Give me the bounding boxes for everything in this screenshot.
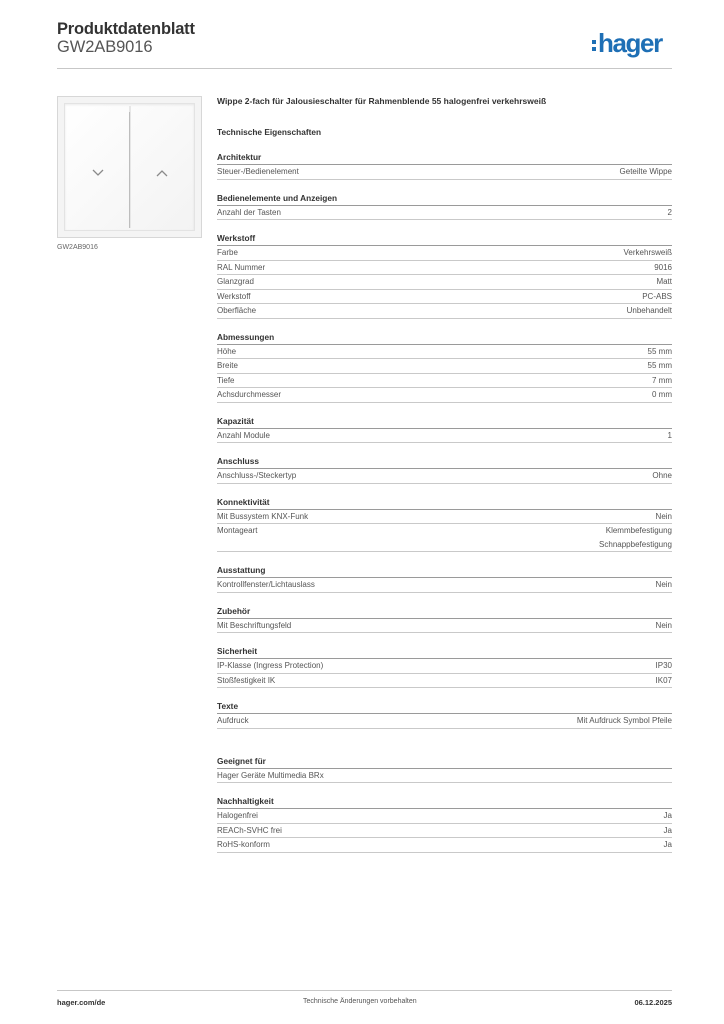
property-value: Matt — [656, 277, 672, 286]
property-row — [217, 510, 672, 525]
property-row — [217, 769, 672, 784]
property-label: Tiefe — [217, 375, 235, 385]
property-label: Oberfläche — [217, 306, 257, 315]
property-label: Montageart — [217, 526, 258, 535]
property-row — [217, 359, 672, 374]
property-value: 7 mm — [652, 375, 672, 385]
section-title: Werkstoff — [217, 233, 672, 246]
technical-properties-heading: Technische Eigenschaften — [217, 127, 322, 137]
property-label: Glanzgrad — [217, 277, 254, 286]
logo-dots-icon — [592, 40, 596, 56]
footer-date: 06.12.2025 — [634, 998, 672, 1007]
property-row — [217, 809, 672, 824]
rocker-switch-illustration — [64, 103, 195, 231]
property-row — [217, 304, 672, 319]
logo-text: hager — [598, 28, 662, 58]
spec-content — [217, 96, 672, 853]
property-row — [217, 165, 672, 180]
footer-website: hager.com/de — [57, 998, 106, 1007]
property-value: Nein — [655, 511, 672, 521]
section-title: Zubehör — [217, 606, 672, 619]
property-label: Kontrollfenster/Lichtauslass — [217, 580, 315, 589]
property-row — [217, 246, 672, 261]
property-value: IK07 — [655, 675, 672, 685]
property-label: Stoßfestigkeit IK — [217, 675, 276, 685]
section-title: Texte — [217, 701, 672, 714]
property-label: REACh-SVHC frei — [217, 825, 282, 835]
property-value: Nein — [655, 620, 672, 630]
property-label: Anzahl Module — [217, 430, 270, 440]
property-value: 55 mm — [647, 346, 672, 356]
rocker-split-line — [129, 112, 130, 228]
section-title: Ausstattung — [217, 565, 672, 578]
property-row — [217, 578, 672, 593]
property-row — [217, 674, 672, 689]
section-title: Sicherheit — [217, 646, 672, 659]
section-title: Kapazität — [217, 416, 672, 429]
property-value: Geteilte Wippe — [619, 167, 672, 176]
property-value: Ja — [663, 811, 672, 820]
property-row — [217, 824, 672, 839]
header-divider — [57, 68, 672, 69]
document-title: Produktdatenblatt — [57, 20, 195, 38]
property-row — [217, 388, 672, 403]
section-title: Anschluss — [217, 456, 672, 469]
property-row — [217, 714, 672, 729]
property-value: PC-ABS — [642, 291, 672, 301]
property-row — [217, 659, 672, 674]
section-title: Architektur — [217, 152, 672, 165]
property-value: 9016 — [654, 262, 672, 272]
property-label: IP-Klasse (Ingress Protection) — [217, 661, 324, 670]
property-label: Anzahl der Tasten — [217, 207, 281, 217]
property-value: Klemmbefestigung Schnappbefestigung — [599, 526, 672, 549]
property-value: 1 — [667, 430, 672, 440]
property-value: 55 mm — [647, 361, 672, 370]
property-value: 2 — [667, 207, 672, 217]
property-row — [217, 469, 672, 484]
property-row — [217, 619, 672, 634]
section-title: Abmessungen — [217, 332, 672, 345]
property-label: Farbe — [217, 248, 238, 257]
property-row — [217, 429, 672, 444]
property-row — [217, 374, 672, 389]
property-label: RoHS-konform — [217, 840, 270, 849]
property-value: Verkehrsweiß — [623, 248, 672, 257]
product-description: Wippe 2-fach für Jalousieschalter für Rahmenblende 55 halogenfrei verkehrsweiß — [217, 96, 547, 106]
property-label: Mit Beschriftungsfeld — [217, 620, 292, 630]
section-title: Bedienelemente und Anzeigen — [217, 193, 672, 206]
property-label: Mit Bussystem KNX-Funk — [217, 511, 309, 521]
property-row — [217, 261, 672, 276]
footer-divider — [57, 990, 672, 991]
property-label: Halogenfrei — [217, 811, 258, 820]
property-value: Ja — [663, 840, 672, 849]
property-value: Unbehandelt — [626, 306, 672, 315]
section-title: Konnektivität — [217, 497, 672, 510]
property-row — [217, 275, 672, 290]
property-label: Werkstoff — [217, 291, 251, 301]
section-title: Geeignet für — [217, 756, 672, 769]
property-label: Hager Geräte Multimedia BRx — [217, 770, 324, 780]
product-code: GW2AB9016 — [57, 38, 153, 56]
spec-sections — [217, 152, 672, 853]
property-row — [217, 838, 672, 853]
property-value: Ja — [663, 825, 672, 835]
hager-logo — [592, 28, 662, 56]
property-row — [217, 290, 672, 305]
property-row — [217, 206, 672, 221]
arrow-down-icon — [92, 169, 104, 177]
property-label: Steuer-/Bedienelement — [217, 167, 299, 176]
property-value: Ohne — [652, 471, 672, 480]
property-label: Breite — [217, 361, 238, 370]
property-value: IP30 — [655, 661, 672, 670]
product-image — [57, 96, 202, 238]
footer-notice: Technische Änderungen vorbehalten — [303, 998, 417, 1005]
arrow-up-icon — [156, 169, 168, 177]
property-label: Achsdurchmesser — [217, 390, 282, 399]
property-label: Höhe — [217, 346, 237, 356]
property-label: RAL Nummer — [217, 262, 266, 272]
property-label: Anschluss-/Steckertyp — [217, 471, 297, 480]
property-row — [217, 345, 672, 360]
property-value: Nein — [655, 580, 672, 589]
property-label: Aufdruck — [217, 716, 249, 725]
image-caption: GW2AB9016 — [57, 244, 98, 251]
property-row — [217, 524, 672, 552]
property-value: Mit Aufdruck Symbol Pfeile — [576, 716, 672, 725]
property-value: 0 mm — [652, 390, 672, 399]
section-title: Nachhaltigkeit — [217, 796, 672, 809]
